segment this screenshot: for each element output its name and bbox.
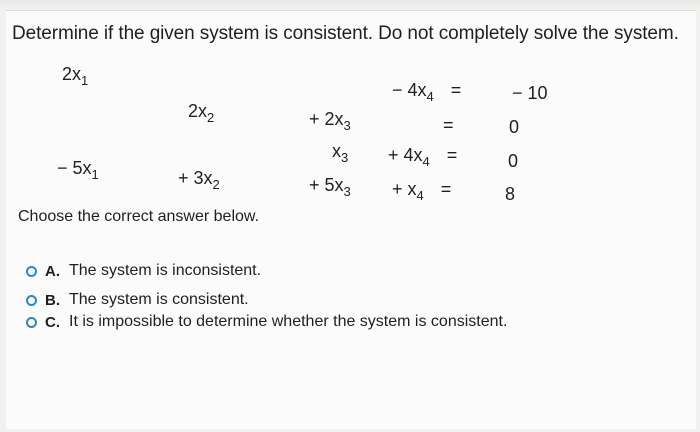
eq3-rhs: 0 [508, 151, 519, 171]
eq2-term-x3: + $2x_3$ [309, 109, 351, 133]
eq2-equals: = [443, 115, 454, 135]
eq2-rhs: 0 [509, 117, 520, 137]
eq4-term-x3: + $5x_3$ [309, 175, 351, 199]
eq4-term-x2: + $3x_2$ [178, 168, 220, 192]
option-a-text: The system is inconsistent. [69, 262, 262, 279]
option-a-letter: A. [45, 262, 60, 280]
option-c-letter: C. [45, 313, 60, 331]
radio-b[interactable] [26, 295, 37, 306]
eq1-rhs: − 10 [512, 83, 548, 103]
option-b[interactable] [26, 290, 249, 310]
eq4-rhs: 8 [505, 184, 516, 204]
eq1-term-x1: $2x_1$ [62, 64, 89, 88]
question-text: Determine if the given system is consistent. Do not completely solve the system. [12, 23, 679, 44]
option-c[interactable] [26, 312, 507, 332]
eq2-term-x2: $2x_2$ [188, 101, 215, 125]
eq3-term-x4: + $4x_4$ = [388, 145, 458, 169]
eq4-term-x4: + $x_4$ = [392, 179, 452, 203]
option-b-letter: B. [45, 291, 60, 309]
eq1-term-x4: − $4x_4$ = [392, 80, 462, 104]
radio-a[interactable] [26, 266, 37, 277]
eq4-term-x1: − $5x_1$ [57, 158, 99, 182]
option-a[interactable] [26, 261, 261, 281]
option-c-text: It is impossible to determine whether the system is consistent. [69, 313, 508, 330]
radio-c[interactable] [26, 317, 37, 328]
top-edge [0, 0, 700, 10]
choose-prompt: Choose the correct answer below. [18, 208, 260, 225]
eq3-term-x3: $x_3$ [332, 141, 349, 165]
option-b-text: The system is consistent. [69, 291, 249, 308]
